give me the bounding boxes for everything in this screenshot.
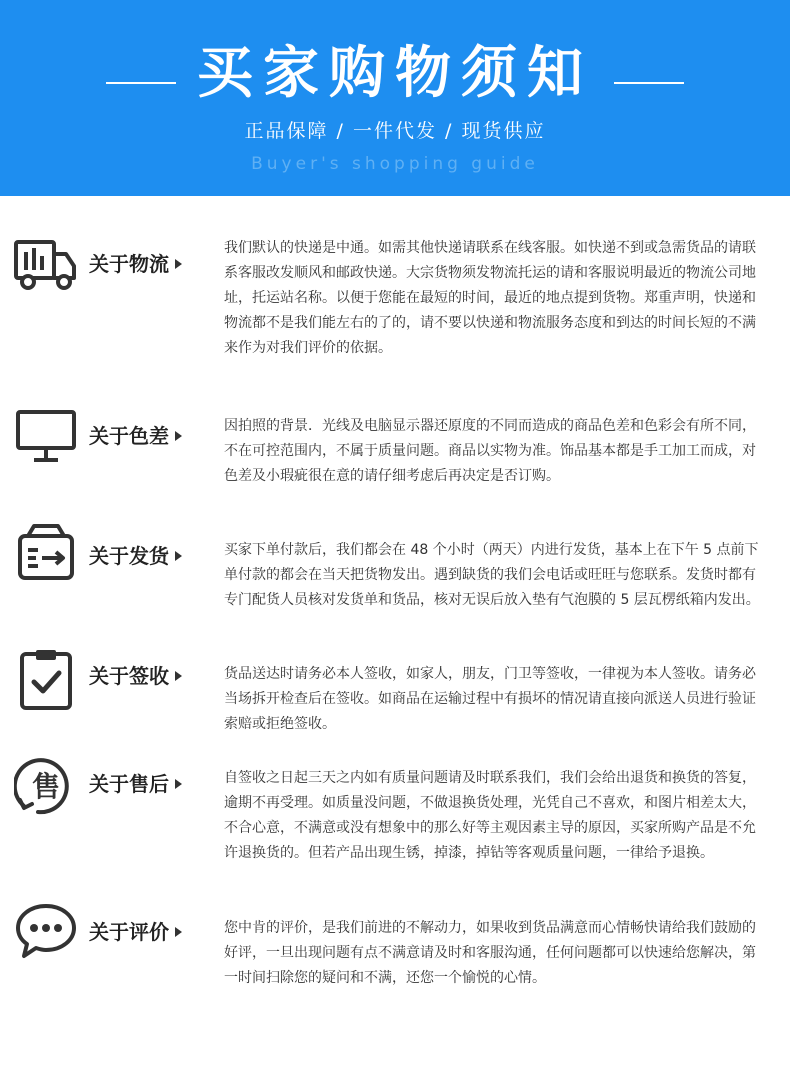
english-subtitle: Buyer's shopping guide [251,154,539,174]
section-title: 关于签收 [89,662,182,690]
section-text: 买家下单付款后，我们都会在 48 个小时（两天）内进行发货，基本上在下午 5 点前下单付款的都会在当天把货物发出。遇到缺货的我们会电话或旺旺与您联系。发货时都有专门配货人员核对发货单和货品，核对无误后放入垫有气泡膜的 5 层瓦楞纸箱内发出。 [224,542,760,608]
svg-text:售: 售 [31,770,61,803]
caret-right-icon [175,779,182,789]
monitor-icon [14,404,78,468]
section-title: 关于发货 [89,542,182,570]
caret-right-icon [175,927,182,937]
header-banner [0,0,790,196]
section-text: 因拍照的背景．光线及电脑显示器还原度的不同而造成的商品色差和色彩会有所不同，不在可控范围内，不属于质量问题。商品以实物为准。饰品基本都是手工加工而成，对色差及小瑕疵很在意的请仔细考虑后再决定是否订购。 [224,418,756,484]
section-text: 您中肯的评价，是我们前进的不解动力，如果收到货品满意而心情畅快请给我们鼓励的好评，一旦出现问题有点不满意请及时和客服沟通，任何问题都可以快速给您解决，第一时间扫除您的疑问和不满，还您一个愉悦的心情。 [224,920,756,986]
caret-right-icon [175,431,182,441]
chat-bubble-icon [14,900,78,964]
caret-right-icon [175,551,182,561]
caret-right-icon [175,259,182,269]
section-title: 关于售后 [89,770,182,798]
package-ship-icon [14,522,78,586]
section-title: 关于物流 [89,250,182,278]
section-text: 自签收之日起三天之内如有质量问题请及时联系我们，我们会给出退货和换货的答复，逾期不再受理。如质量没问题，不做退换货处理，光凭自己不喜欢，和图片相差太大，不合心意，不满意或没有想象中的那么好等主观因素主导的原因，买家所购产品是不允许退换货的。但若产品出现生锈，掉漆，掉钻等客观质量问题，一律给予退换。 [224,770,756,861]
section-text: 货品送达时请务必本人签收，如家人，朋友，门卫等签收，一律视为本人签收。请务必当场拆开检查后在签收。如商品在运输过程中有损坏的情况请直接向派送人员进行验证索赔或拒绝签收。 [224,666,756,732]
section-title: 关于评价 [89,918,182,946]
delivery-truck-icon [14,232,78,296]
page-title: 买家购物须知 [197,41,593,106]
after-sales-icon [14,754,78,818]
title-right-rule [614,82,684,84]
clipboard-check-icon [14,648,78,712]
section-text: 我们默认的快递是中通。如需其他快递请联系在线客服。如快递不到或急需货品的请联系客服改发顺风和邮政快递。大宗货物须发物流托运的请和客服说明最近的物流公司地址，托运站名称。以便于您能在最短的时间，最近的地点提到货物。郑重声明，快递和物流都不是我们能左右的了的，请不要以快递和物流服务态度和到达的时间长短的不满来作为对我们评价的依据。 [224,240,756,356]
caret-right-icon [175,671,182,681]
section-title: 关于色差 [89,422,182,450]
page-subtitle: 正品保障 / 一件代发 / 现货供应 [244,120,546,142]
